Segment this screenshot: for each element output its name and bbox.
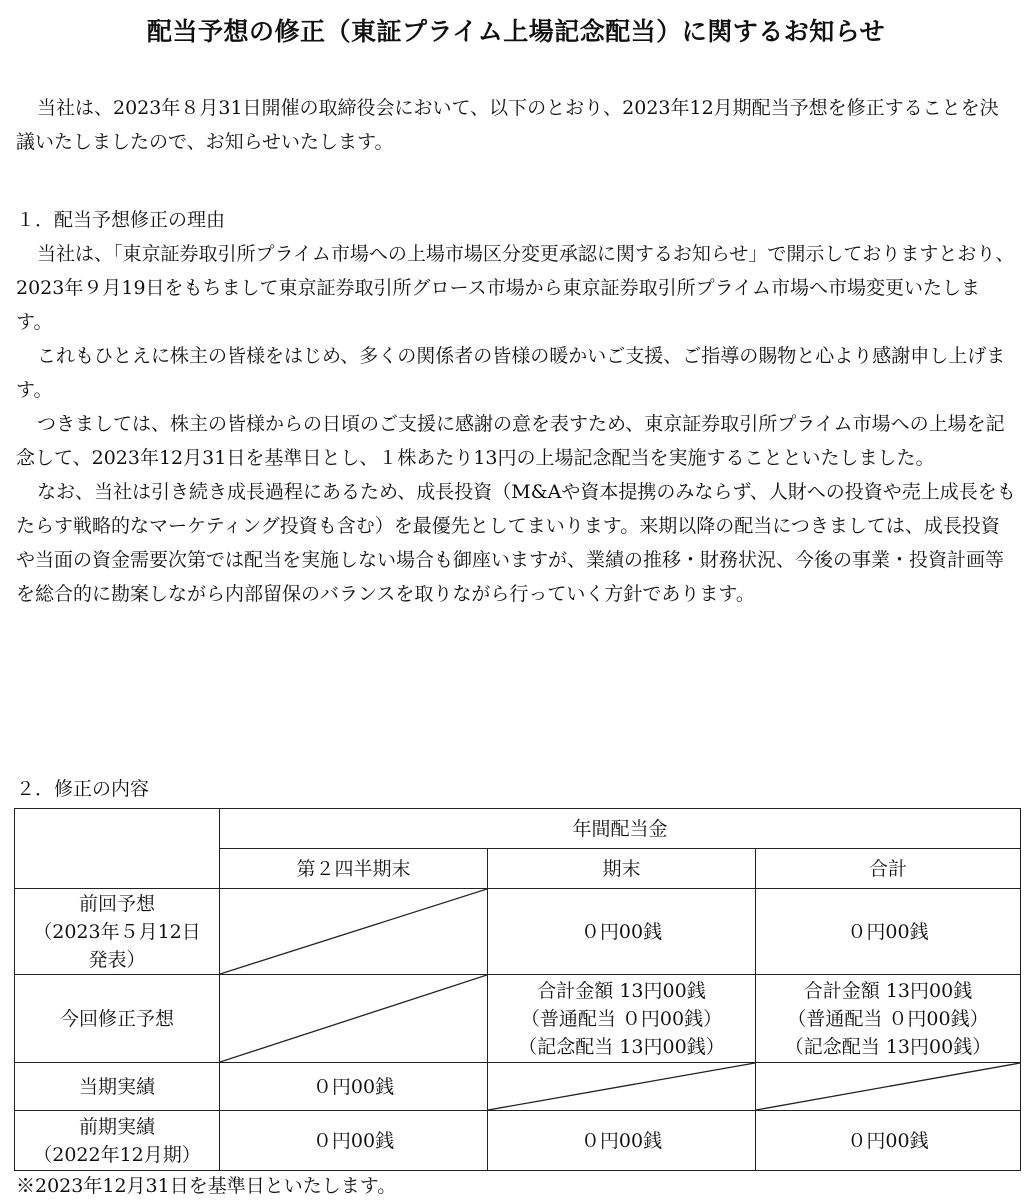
previous-q2-cell-empty [220,889,488,975]
revised-year-end-cell [488,975,756,1063]
page-title: 配当予想の修正（東証プライム上場記念配当）に関するお知らせ [146,17,885,46]
row-label-prior-actual [15,1111,220,1171]
prior-year-end-cell: ０円00銭 [488,1111,756,1171]
row-label-line: （2022年12月期） [33,1143,201,1166]
row-label-previous-forecast [15,889,220,975]
revised-total-cell [756,975,1021,1063]
diagonal-slash [220,889,487,974]
row-label-line: （2023年５月12日 [33,920,201,943]
current-year-end-cell-empty [488,1063,756,1111]
current-q2-cell: ０円00銭 [220,1063,488,1111]
prior-total-cell: ０円00銭 [756,1111,1021,1171]
annual-dividend-header: 年間配当金 [220,809,1021,849]
amount-line: （記念配当 13円00銭） [518,1035,725,1058]
revised-q2-cell-empty [220,975,488,1063]
previous-total-cell: ０円00銭 [756,889,1021,975]
intro-paragraph [16,91,1016,159]
previous-year-end-cell: ０円00銭 [488,889,756,975]
table-row [15,975,1021,1063]
table-row [15,889,1021,975]
row-label-current-actual: 当期実績 [15,1063,220,1111]
row-label-line: 前期実績 [78,1115,155,1138]
section2-heading: ２．修正の内容 [16,778,150,800]
column-header-q2: 第２四半期末 [220,849,488,889]
amount-line: （普通配当 ０円00銭） [520,1007,723,1030]
table-row [15,1111,1021,1171]
row-label-revised-forecast: 今回修正予想 [15,975,220,1063]
row-label-line: 前回予想 [78,892,155,915]
table-corner-cell [15,809,220,889]
prior-q2-cell: ０円00銭 [220,1111,488,1171]
section1-paragraph: これもひとえに株主の皆様をはじめ、多くの関係者の皆様の暖かいご支援、ご指導の賜物と心より感謝申し上げます。 [16,345,1006,401]
intro-text: 当社は、2023年８月31日開催の取締役会において、以下のとおり、2023年12月期配当予想を修正することを決議いたしましたので、お知らせいたします。 [16,97,999,153]
diagonal-slash [488,1063,755,1110]
amount-line: （記念配当 13円00銭） [784,1035,992,1058]
column-header-year-end: 期末 [488,849,756,889]
section1-body [16,237,1016,611]
diagonal-slash [756,1063,1020,1110]
diagonal-slash [220,975,487,1062]
section1-paragraph: なお、当社は引き続き成長過程にあるため、成長投資（M&Aや資本提携のみならず、人財への投資や売上成長をもたらす戦略的なマーケティング投資も含む）を最優先としてまいります。来期以降の配当につきましては、成長投資や当面の資金需要次第では配当を実施しない場合も御座いますが、業績の推移・財務状況、今後の事業・投資計画等を総合的に勘案しながら内部留保のバランスを取りながら行っていく方針であります。 [16,481,1016,605]
section1-paragraph: 当社は、「東京証券取引所プライム市場への上場市場区分変更承認に関するお知らせ」で開示しておりますとおり、2023年９月19日をもちまして東京証券取引所グロース市場から東京証券取引所プライム市場へ市場変更いたします。 [16,243,1015,333]
section1-heading: １．配当予想修正の理由 [16,209,226,231]
column-header-total: 合計 [756,849,1021,889]
current-total-cell-empty [756,1063,1021,1111]
amount-line: （普通配当 ０円00銭） [787,1007,989,1030]
footnote: ※2023年12月31日を基準日といたします。 [16,1175,397,1197]
table-row [15,1063,1021,1111]
dividend-table [14,808,1021,1171]
row-label-line: 発表） [88,948,146,971]
section1-paragraph: つきましては、株主の皆様からの日頃のご支援に感謝の意を表すため、東京証券取引所プライム市場への上場を記念して、2023年12月31日を基準日とし、１株あたり13円の上場記念配当を実施することといたしました。 [16,413,1005,469]
amount-line: 合計金額 13円00銭 [803,979,973,1002]
amount-line: 合計金額 13円00銭 [537,979,706,1002]
